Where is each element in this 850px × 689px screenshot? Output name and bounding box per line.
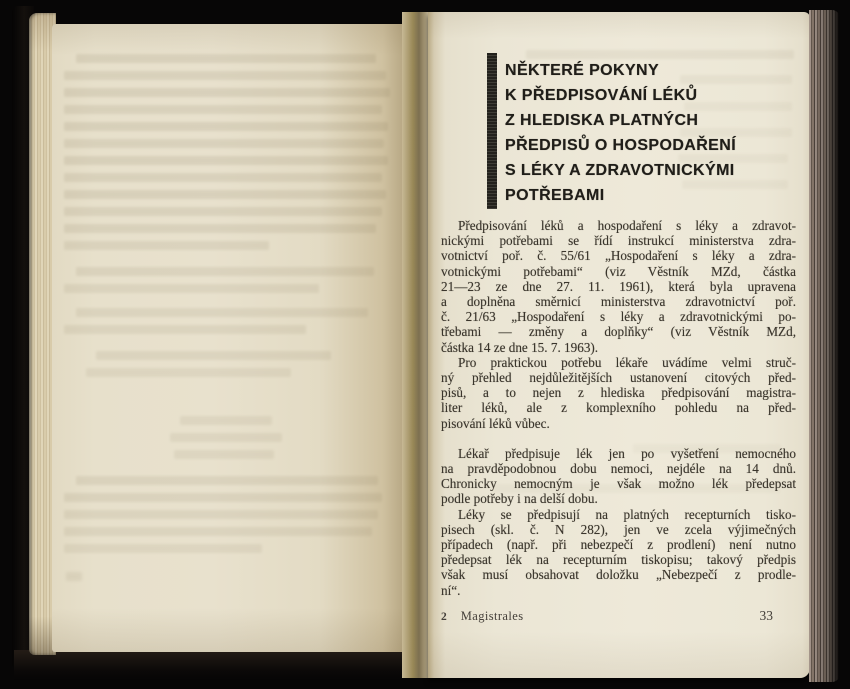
text-line: ný přehled nejdůležitějších ustanovení citových před- [441,370,796,386]
ghost-text-line [64,139,384,148]
paragraph [441,218,796,355]
text-line: nickými potřebami se řídí instrukcí ministerstva zdra- [441,233,796,249]
chapter-heading [505,58,736,208]
ghost-text-line [180,416,272,425]
text-line: pisování léků vůbec. [441,415,550,431]
page-number: 33 [759,608,773,623]
ghost-text-line [76,308,368,317]
running-title: Magistrales [460,609,524,623]
text-line: podle potřeby i na delší dobu. [441,491,598,507]
ghost-text-line [174,450,274,459]
ghost-text-line [170,433,282,442]
text-line: případech (např. při nebezpečí z prodlení) není nutno [441,537,796,553]
ghost-text-line [64,224,376,233]
ghost-text-line [64,527,372,536]
ghost-text-line [96,351,331,360]
text-line: liter léků, ale z komplexního pohledu na před- [441,400,796,416]
right-page [428,12,810,678]
text-line: částka 14 ze dne 15. 7. 1963). [441,339,599,355]
heading-line: K PŘEDPISOVÁNÍ LÉKŮ [505,87,698,104]
text-line: však musí obsahovat doložku „Nebezpečí z prodle- [441,567,796,583]
ghost-text-line [64,241,269,250]
heading-decorative-bar [487,53,497,209]
ghost-text-line [64,88,390,97]
left-page [52,24,408,652]
ghost-text-line [86,368,291,377]
ghost-text-line [64,105,382,114]
paragraph [441,507,796,598]
ghost-text-line [64,190,386,199]
ghost-text-line [64,71,386,80]
text-line: Předpisování léků a hospodaření s léky a zdravot- [458,218,796,233]
text-line: Léky se předpisují na platných recepturních tisko- [458,506,796,522]
body-text [441,218,796,598]
text-line: ní“. [441,582,461,598]
paragraph [441,355,796,431]
text-line: na pravděpodobnou dobu nemoci, nejdéle na 14 dnů. [441,461,796,477]
ghost-text-line [64,284,319,293]
signature-number: 2 [441,611,447,623]
text-line: č. 21/63 „Hospodaření s léky a zdravotnickými po- [441,309,796,325]
heading-line: Z HLEDISKA PLATNÝCH [505,112,699,129]
ghost-text-line [64,207,382,216]
ghost-text-line [64,493,382,502]
book-cover-bottom-edge [14,650,410,680]
text-line: pisů, a to nejen z hlediska předpisování magistra- [441,385,796,401]
signature-group [441,609,523,624]
paragraph [441,446,796,507]
ghost-page-number [66,572,82,581]
ghost-text-line [64,544,262,553]
text-line: Chronicky nemocným je však možno lék předepsat [441,476,796,492]
right-page-stack-edge [809,10,840,682]
heading-line: POTŘEBAMI [505,187,605,204]
text-line: předepsat lék na recepturním tiskopisu; takový předpis [441,552,796,568]
text-line: Pro praktickou potřebu lékaře uvádíme velmi struč- [458,354,796,370]
text-line: třebami — změny a doplňky“ (viz Věstník MZd, [441,324,796,340]
text-line: votnickými potřebami“ (viz Věstník MZd, částka [441,263,796,279]
ghost-text-line [64,173,382,182]
ghost-text-line [64,325,306,334]
ghost-text-line [76,476,378,485]
text-line: votnictví poř. č. 55/61 „Hospodaření s léky a zdra- [441,248,796,264]
text-line: Lékař předpisuje lék jen po vyšetření nemocného [458,445,796,461]
heading-line: S LÉKY A ZDRAVOTNICKÝMI [505,162,735,179]
ghost-text-line [76,267,374,276]
text-line: a doplněna směrnicí ministerstva zdravotnictví poř. [441,294,796,310]
page-footer [441,608,773,624]
ghost-text-line [64,122,388,131]
heading-line: PŘEDPISŮ O HOSPODAŘENÍ [505,137,737,154]
text-line: pisech (skl. č. N 282), jen ve zcela výjimečných [441,521,796,537]
ghost-text-line [64,156,388,165]
ghost-text-line [76,54,376,63]
ghost-text-line [64,510,378,519]
heading-line: NĚKTERÉ POKYNY [505,62,660,79]
text-line: 21—23 ze dne 27. 11. 1961), která byla upravena [441,278,796,294]
